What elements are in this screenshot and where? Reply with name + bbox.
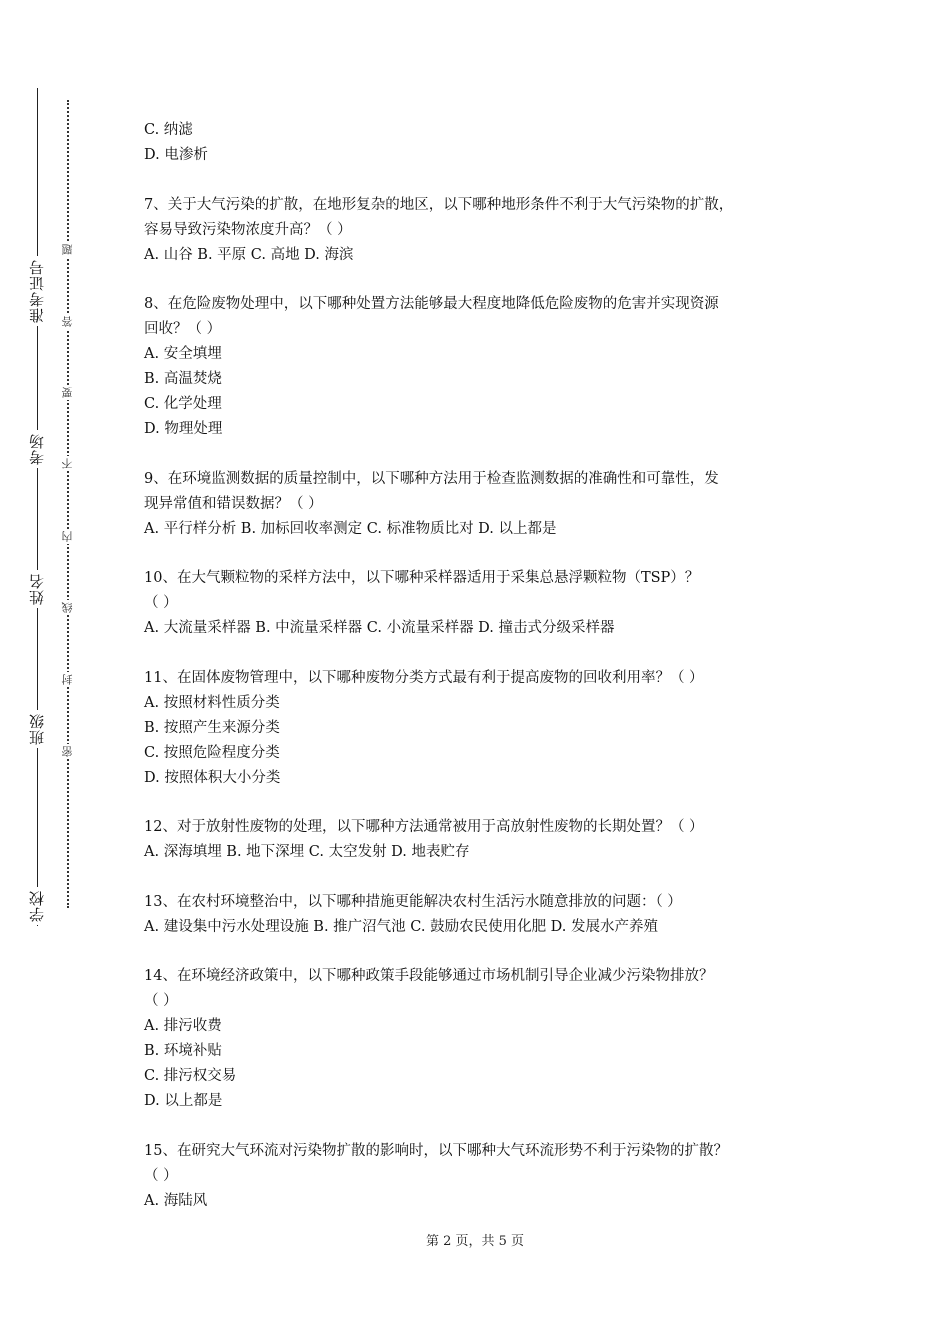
question-stem: 9、在环境监测数据的质量控制中，以下哪种方法用于检查监测数据的准确性和可靠性，发 xyxy=(144,470,719,487)
seal-char: 内 xyxy=(61,531,74,542)
question-15 xyxy=(144,1139,824,1214)
seal-char: 要 xyxy=(61,387,74,398)
option: A. 大流量采样器 B. 中流量采样器 C. 小流量采样器 D. 撞击式分级采样器 xyxy=(144,620,615,636)
option: D. 以上都是 xyxy=(144,1093,223,1109)
option: D. 按照体积大小分类 xyxy=(144,769,281,786)
question-stem: （ ） xyxy=(144,1167,178,1184)
seal-char: 密 xyxy=(61,746,74,757)
question-stem: 10、在大气颗粒物的采样方法中，以下哪种采样器适用于采集总悬浮颗粒物（TSP）？ xyxy=(144,570,700,586)
option: A. 安全填埋 xyxy=(144,346,222,362)
question-13 xyxy=(144,890,824,940)
question-stem: 15、在研究大气环流对污染物扩散的影响时，以下哪种大气环流形势不利于污染物的扩散？ xyxy=(144,1142,728,1159)
question-8 xyxy=(144,292,824,442)
option: C. 纳滤 xyxy=(144,122,193,138)
question-stem: （ ） xyxy=(144,595,178,611)
label-name: 姓名 xyxy=(22,570,52,608)
question-stem: 现异常值和错误数据？（ ） xyxy=(144,495,323,512)
label-school: 学校 xyxy=(22,887,52,925)
seal-char: 不 xyxy=(61,458,74,469)
seal-dotted-line xyxy=(67,100,69,908)
option: B. 环境补贴 xyxy=(144,1043,222,1059)
question-12 xyxy=(144,815,824,865)
option: C. 排污权交易 xyxy=(144,1068,237,1084)
option: C. 按照危险程度分类 xyxy=(144,744,280,761)
binding-line xyxy=(37,88,38,926)
question-stem: 回收？（ ） xyxy=(144,321,222,337)
option: C. 化学处理 xyxy=(144,396,222,412)
question-11 xyxy=(144,666,824,791)
question-9 xyxy=(144,467,824,542)
option: B. 高温焚烧 xyxy=(144,371,222,387)
option: A. 平行样分析 B. 加标回收率测定 C. 标准物质比对 D. 以上都是 xyxy=(144,520,557,537)
page-number: 第 2 页，共 5 页 xyxy=(425,1234,525,1249)
question-stem: 14、在环境经济政策中，以下哪种政策手段能够通过市场机制引导企业减少污染物排放？ xyxy=(144,968,714,984)
question-stem: 13、在农村环境整治中，以下哪种措施更能解决农村生活污水随意排放的问题：（ ） xyxy=(144,893,682,910)
seal-char: 线 xyxy=(61,602,74,613)
label-exam-id: 准考证号 xyxy=(22,256,52,326)
seal-char: 封 xyxy=(61,674,74,685)
question-stem: （ ） xyxy=(144,993,178,1009)
question-10 xyxy=(144,566,824,641)
question-stem: 12、对于放射性废物的处理，以下哪种方法通常被用于高放射性废物的长期处置？（ ） xyxy=(144,819,704,835)
option: A. 按照材料性质分类 xyxy=(144,694,280,711)
question-stem: 容易导致污染物浓度升高？（ ） xyxy=(144,221,352,238)
question-stem: 11、在固体废物管理中，以下哪种废物分类方式最有利于提高废物的回收利用率？（ ） xyxy=(144,669,704,686)
option: D. 电渗析 xyxy=(144,147,208,163)
question-stem: 7、关于大气污染的扩散，在地形复杂的地区，以下哪种地形条件不利于大气污染物的扩散， xyxy=(144,196,734,213)
option: A. 山谷 B. 平原 C. 高地 D. 海滨 xyxy=(144,246,354,263)
label-exam-room: 考场 xyxy=(22,430,52,468)
option: A. 建设集中污水处理设施 B. 推广沼气池 C. 鼓励农民使用化肥 D. 发展水产养殖 xyxy=(144,918,659,935)
seal-char: 答 xyxy=(61,316,74,327)
seal-char: 题 xyxy=(61,244,74,255)
question-content xyxy=(144,118,824,1238)
question-6-tail xyxy=(144,118,824,168)
option: A. 深海填埋 B. 地下深埋 C. 太空发射 D. 地表贮存 xyxy=(144,844,470,860)
option: B. 按照产生来源分类 xyxy=(144,719,280,736)
option: A. 排污收费 xyxy=(144,1018,222,1034)
option: A. 海陆风 xyxy=(144,1192,208,1209)
question-7 xyxy=(144,193,824,268)
question-stem: 8、在危险废物处理中，以下哪种处置方法能够最大程度地降低危险废物的危害并实现资源 xyxy=(144,296,719,312)
label-class: 班级 xyxy=(22,710,52,748)
option: D. 物理处理 xyxy=(144,421,223,437)
question-14 xyxy=(144,964,824,1114)
